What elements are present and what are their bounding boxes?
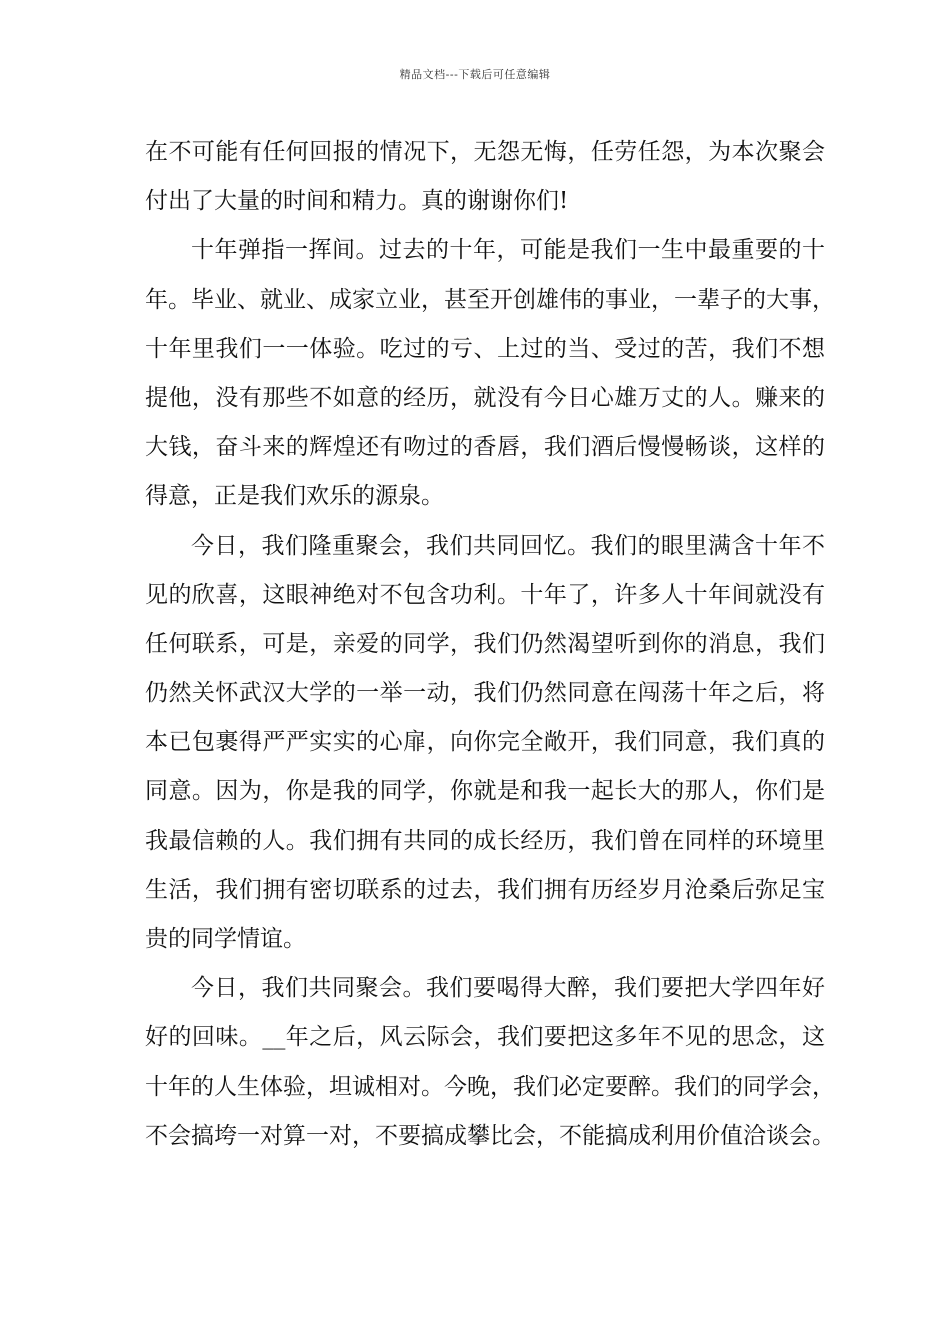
paragraph-3-line-8: 生活，我们拥有密切联系的过去，我们拥有历经岁月沧桑后弥足宝 — [145, 876, 825, 903]
paragraph-4-line-2: 好的回味。__年之后，风云际会，我们要把这多年不见的思念，这 — [145, 1024, 825, 1051]
paragraph-3-line-1: 今日，我们隆重聚会，我们共同回忆。我们的眼里满含十年不 — [191, 532, 825, 559]
paragraph-3-line-5: 本已包裹得严严实实的心扉，向你完全敞开，我们同意，我们真的 — [145, 729, 825, 756]
paragraph-2-line-2: 年。毕业、就业、成家立业，甚至开创雄伟的事业，一辈子的大事， — [145, 286, 835, 313]
paragraph-2-line-4: 提他，没有那些不如意的经历，就没有今日心雄万丈的人。赚来的 — [145, 384, 825, 411]
document-body — [145, 128, 835, 1161]
paragraph-3-line-3: 任何联系，可是，亲爱的同学，我们仍然渴望听到你的消息，我们 — [145, 630, 825, 657]
paragraph-1-line-1: 在不可能有任何回报的情况下，无怨无悔，任劳任怨，为本次聚会 — [145, 139, 825, 165]
page-header: 精品文档---下载后可任意编辑 — [399, 68, 551, 81]
paragraph-3-line-7: 我最信赖的人。我们拥有共同的成长经历，我们曾在同样的环境里 — [145, 827, 825, 854]
paragraph-4-line-4: 不会搞垮一对算一对，不要搞成攀比会，不能搞成利用价值洽谈会。 — [145, 1122, 835, 1149]
paragraph-3-line-4: 仍然关怀武汉大学的一举一动，我们仍然同意在闯荡十年之后，将 — [145, 680, 825, 707]
paragraph-2-line-6: 得意，正是我们欢乐的源泉。 — [145, 483, 444, 510]
paragraph-1-line-2: 付出了大量的时间和精力。真的谢谢你们! — [145, 188, 569, 215]
paragraph-2-line-5: 大钱，奋斗来的辉煌还有吻过的香唇，我们酒后慢慢畅谈，这样的 — [145, 434, 825, 461]
paragraph-2-line-3: 十年里我们一一体验。吃过的亏、上过的当、受过的苦，我们不想 — [145, 335, 825, 362]
paragraph-2-line-1: 十年弹指一挥间。过去的十年，可能是我们一生中最重要的十 — [191, 237, 825, 264]
paragraph-3-line-2: 见的欣喜，这眼神绝对不包含功利。十年了，许多人十年间就没有 — [145, 581, 825, 608]
paragraph-3-line-6: 同意。因为，你是我的同学，你就是和我一起长大的那人，你们是 — [145, 778, 825, 805]
paragraph-4-line-1: 今日，我们共同聚会。我们要喝得大醉，我们要把大学四年好 — [191, 975, 825, 1002]
paragraph-3-line-9: 贵的同学情谊。 — [145, 926, 306, 952]
paragraph-4-line-3: 十年的人生体验，坦诚相对。今晚，我们必定要醉。我们的同学会， — [145, 1073, 835, 1100]
